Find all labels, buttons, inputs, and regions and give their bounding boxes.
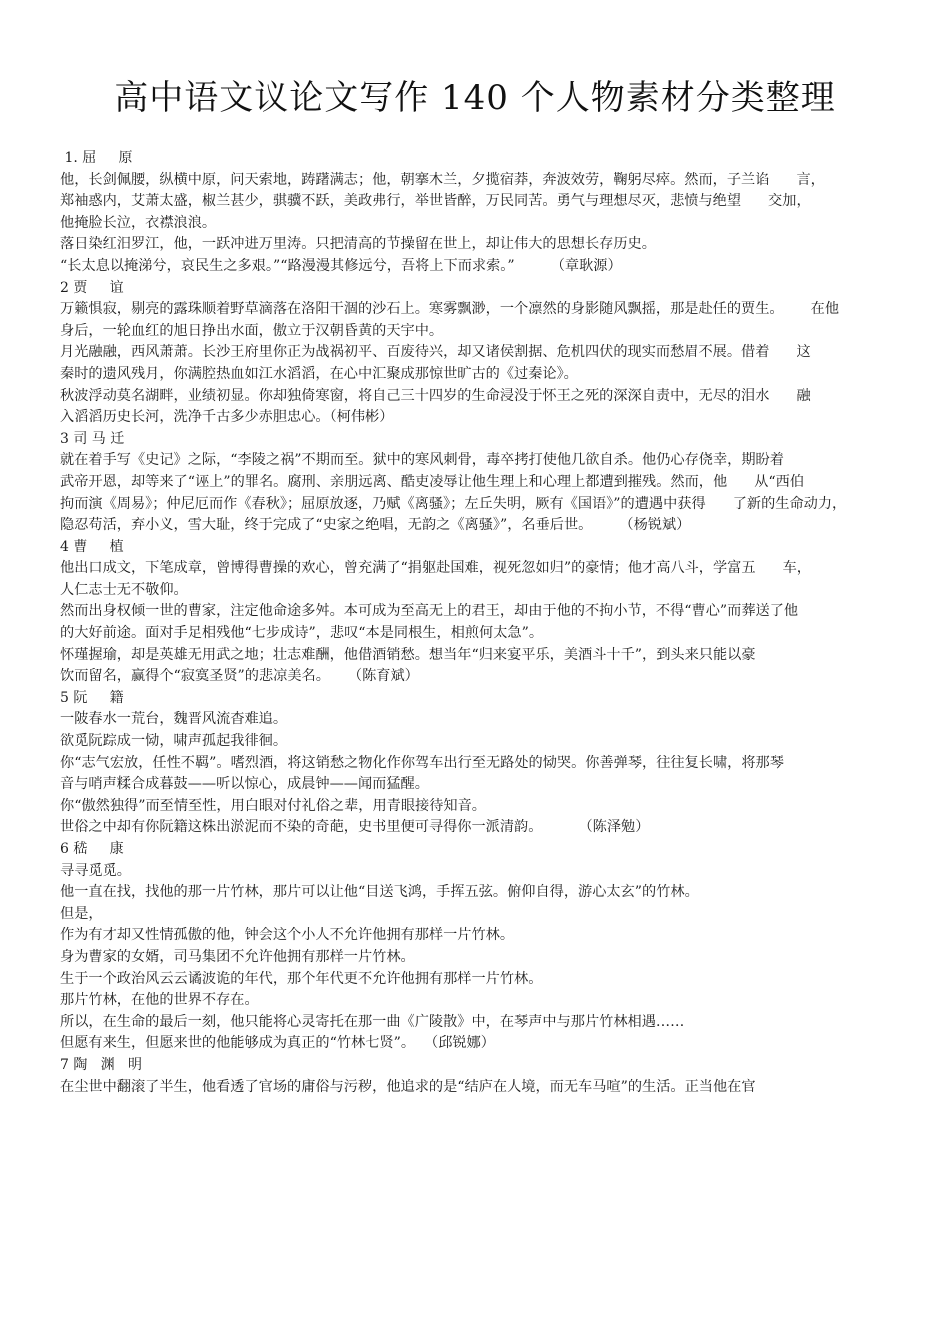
paragraph-line: 秋波浮动莫名湖畔，业绩初显。你却独倚寒窗，将自己三十四岁的生命浸没于怀王之死的深深自责中，无尽的泪水 融 (60, 387, 811, 404)
document-body (60, 148, 902, 1098)
paragraph-line: 世俗之中却有你阮籍这株出淤泥而不染的奇葩，史书里便可寻得你一派清韵。 （陈泽勉） (60, 819, 650, 836)
paragraph-line: 落日染红汨罗江，他，一跃冲进万里涛。只把清高的节操留在世上，却让伟大的思想长存历史。 (60, 236, 656, 253)
paragraph-line: 身后，一轮血红的旭日挣出水面，傲立于汉朝昏黄的天宇中。 (60, 322, 444, 339)
paragraph-line: 那片竹林，在他的世界不存在。 (60, 992, 259, 1009)
section-jia-yi (60, 278, 902, 429)
section-si-ma-qian (60, 429, 902, 537)
paragraph-line: 怀瑾握瑜，却是英雄无用武之地；壮志难酬，他借酒销愁。想当年“归来宴平乐，美酒斗十千”，到头来只能以豪 (60, 646, 756, 663)
paragraph-line: 武帝开恩，却等来了“诬上”的罪名。腐刑、亲朋远离、酷吏凌辱让他生理上和心理上都遭到摧残。然而，他 从“西伯 (60, 473, 805, 490)
paragraph-line: 的大好前途。面对手足相残他“七步成诗”，悲叹“本是同根生，相煎何太急”。 (60, 625, 544, 642)
paragraph-line: 一陂春水一荒台，魏晋风流杳难追。 (60, 711, 288, 728)
paragraph-line: 万籁惧寂，剔亮的露珠顺着野草滴落在洛阳干涸的沙石上。寒雾飘渺，一个凛然的身影随风飘摇，那是赴任的贾生。 在他 (60, 301, 840, 318)
section-heading: 3 司 马 迁 (60, 430, 125, 447)
section-heading: 4 曹 植 (60, 538, 124, 555)
paragraph-line: 所以，在生命的最后一刻，他只能将心灵寄托在那一曲《广陵散》中，在琴声中与那片竹林相遇…… (60, 1013, 685, 1030)
paragraph-line: 拘而演《周易》；仲尼厄而作《春秋》；屈原放逐，乃赋《离骚》；左丘失明，厥有《国语》”的遭遇中获得 了新的生命动力， (60, 495, 847, 512)
paragraph-line: 就在着手写《史记》之际，“李陵之祸”不期而至。狱中的寒风刺骨，毒卒拷打使他几欲自杀。他仍心存侥幸，期盼着 (60, 452, 784, 469)
paragraph-line: 秦时的遗风残月，你满腔热血如江水滔滔，在心中汇聚成那惊世旷古的《过秦论》。 (60, 365, 578, 382)
paragraph-line: 身为曹家的女婿，司马集团不允许他拥有那样一片竹林。 (60, 948, 415, 965)
paragraph-line: 入滔滔历史长河，洗净千古多少赤胆忠心。（柯伟彬） (60, 409, 394, 426)
paragraph-line: 人仁志士无不敬仰。 (60, 581, 188, 598)
paragraph-line: 郑袖惑内，艾萧太盛，椒兰甚少，骐骥不跃，美政弗行，举世皆醉，万民同苦。勇气与理想尽灭，悲愤与绝望 交加， (60, 193, 811, 210)
section-ji-kang (60, 839, 902, 1055)
paragraph-line: 他一直在找，找他的那一片竹林，那片可以让他“目送飞鸿，手挥五弦。俯仰自得，游心太玄”的竹林。 (60, 884, 699, 901)
paragraph-line: 音与哨声糅合成暮鼓——听以惊心，成晨钟——闻而猛醒。 (60, 776, 429, 793)
paragraph-line: 作为有才却又性情孤傲的他，钟会这个小人不允许他拥有那样一片竹林。 (60, 927, 515, 944)
section-heading: 7 陶 渊 明 (60, 1056, 143, 1073)
paragraph-line: 在尘世中翻滚了半生，他看透了官场的庸俗与污秽，他追求的是“结庐在人境，而无车马喧”的生活。正当他在官 (60, 1078, 756, 1095)
section-cao-zhi (60, 537, 902, 688)
section-qu-yuan (60, 148, 902, 278)
paragraph-line: 然而出身权倾一世的曹家，注定他命途多舛。本可成为至高无上的君王，却由于他的不拘小节，不得“曹心”而葬送了他 (60, 603, 799, 620)
paragraph-line: 寻寻觅觅。 (60, 862, 131, 879)
paragraph-line: 但是， (60, 905, 103, 922)
paragraph-line: 欲觅阮踪成一恸，啸声孤起我徘徊。 (60, 733, 288, 750)
paragraph-line: 你“志气宏放，任性不羁”。嗜烈酒，将这销愁之物化作你驾车出行至无路处的恸哭。你善弹琴，往往复长啸，将那琴 (60, 754, 784, 771)
paragraph-line: 他，长剑佩腰，纵横中原，问天索地，踌躇满志；他，朝搴木兰，夕揽宿莽，奔波效劳，鞠躬尽瘁。然而，子兰谄 言， (60, 171, 825, 188)
section-heading: 2 贾 谊 (60, 279, 124, 296)
paragraph-line: 生于一个政治风云云谲波诡的年代，那个年代更不允许他拥有那样一片竹林。 (60, 970, 543, 987)
section-heading: 5 阮 籍 (60, 689, 124, 706)
paragraph-line: 饮而留名，赢得个“寂寞圣贤”的悲凉美名。 （陈育斌） (60, 668, 419, 685)
section-heading: 6 嵇 康 (60, 841, 124, 857)
paragraph-line: 月光融融，西风萧萧。长沙王府里你正为战祸初平、百废待兴，却又诸侯割据、危机四伏的现实而愁眉不展。借着 这 (60, 344, 811, 361)
paragraph-line: 他掩脸长泣，衣襟浪浪。 (60, 214, 217, 231)
paragraph-line: 你“傲然独得”而至情至性，用白眼对付礼俗之辈，用青眼接待知音。 (60, 797, 486, 814)
section-ruan-ji (60, 688, 902, 839)
document-title: 高中语文议论文写作 140 个人物素材分类整理 (114, 78, 836, 118)
section-heading: 1. 屈 原 (60, 150, 133, 166)
paragraph-line: 他出口成文，下笔成章，曾博得曹操的欢心，曾充满了“捐躯赴国难，视死忽如归”的豪情；他才高八斗，学富五 车， (60, 560, 811, 577)
paragraph-line: 但愿有来生，但愿来世的他能够成为真正的“竹林七贤”。 （邱锐娜） (60, 1035, 495, 1052)
paragraph-line: 隐忍苟活，弃小义，雪大耻，终于完成了“史家之绝唱，无韵之《离骚》”，名垂后世。 （杨锐斌） (60, 517, 691, 534)
paragraph-line: “长太息以掩涕兮，哀民生之多艰。”“路漫漫其修远兮，吾将上下而求索。” （章耿源） (60, 257, 622, 274)
section-tao-yuan-ming (60, 1055, 902, 1098)
